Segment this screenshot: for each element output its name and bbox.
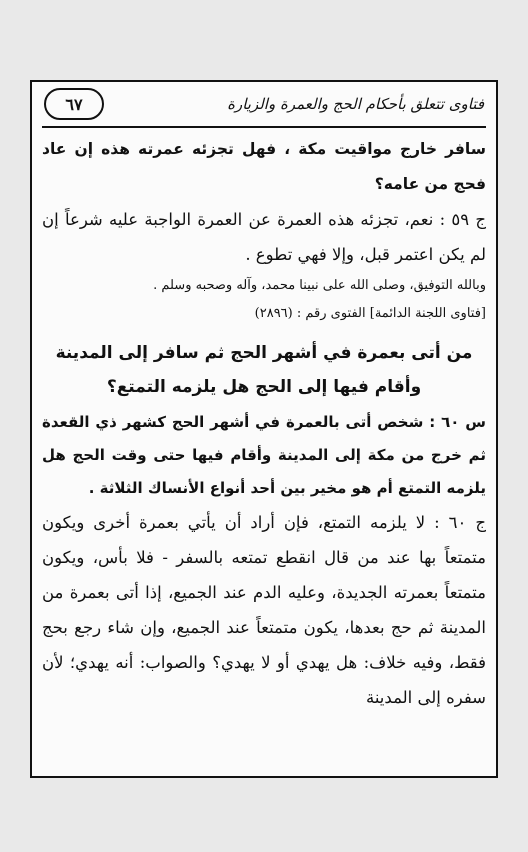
page-content — [42, 128, 486, 715]
fatwa-source: [فتاوى اللجنة الدائمة] الفتوى رقم : (٢٨٩٦) — [254, 306, 486, 321]
page-number-badge: ٦٧ — [44, 88, 104, 120]
book-page — [30, 80, 498, 778]
answer-60-label: ج ٦٠ : — [434, 513, 486, 532]
answer-60 — [42, 505, 486, 715]
section-heading: من أتى بعمرة في أشهر الحج ثم سافر إلى المدينة وأقام فيها إلى الحج هل يلزمه التمتع؟ — [55, 343, 473, 397]
answer-60-text: لا يلزمه التمتع، فإن أراد أن يأتي بعمرة أخرى ويكون متمتعاً بها عند من قال انقطع تمتعه بالسفر - فلا بأس، ويكون متمتعاً بعمرته الجديدة، وعليه الدم عند الجميع، إذا أتى بعمرة من المدينة ثم حج بعدها، يكون متمتعاً عند الجميع، وإن شاء رجع بحج فقط، وفيه خلاف: هل يهدي أو لا يهدي؟ والصواب: أنه يهدي؛ لأن سفره إلى المدينة — [42, 513, 486, 707]
running-title: فتاوى تتعلق بأحكام الحج والعمرة والزيارة — [227, 95, 484, 113]
answer-59-label: ج ٥٩ : — [439, 210, 486, 229]
question-continuation: سافر خارج مواقيت مكة ، فهل تجزئه عمرته هذه إن عاد فحج من عامه؟ — [42, 140, 486, 193]
question-60 — [42, 406, 486, 505]
question-60-label: س ٦٠ : — [429, 413, 486, 431]
question-60-text: شخص أتى بالعمرة في أشهر الحج كشهر ذي القعدة ثم خرج من مكة إلى المدينة وأقام فيها حتى وقت الحج هل يلزمه التمتع أم هو مخير بين أحد أنواع الأنساك الثلاثة . — [42, 413, 486, 497]
page-header — [42, 82, 486, 128]
answer-59-text: نعم، تجزئه هذه العمرة عن العمرة الواجبة عليه شرعاً إن لم يكن اعتمر قبل، وإلا فهي تطوع . — [42, 210, 486, 264]
closing-invocation: وبالله التوفيق، وصلى الله على نبينا محمد، وآله وصحبه وسلم . — [153, 278, 486, 293]
answer-59 — [42, 202, 486, 272]
